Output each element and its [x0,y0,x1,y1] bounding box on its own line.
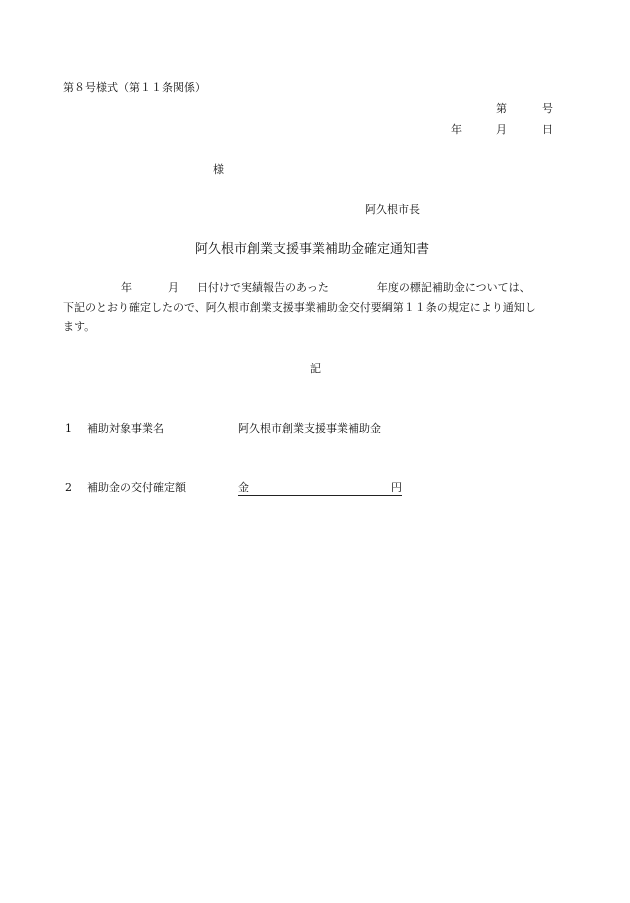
item-1-value: 阿久根市創業支援事業補助金 [238,422,381,435]
body-paragraph [63,278,583,337]
amount-field [238,481,402,496]
body-year-label: 年 [121,281,132,294]
body-day-text: 日付けで実績報告のあった [197,281,329,294]
document-title: 阿久根市創業支援事業補助金確定通知書 [195,242,430,257]
date-year-label: 年 [451,123,462,136]
body-line-1 [63,278,583,298]
date-day-label: 日 [542,123,553,136]
item-2-label: 補助金の交付確定額 [87,481,186,494]
amount-suffix: 円 [391,481,402,494]
document-number-suffix: 号 [542,102,553,115]
body-line-3: ます。 [63,320,96,333]
date-month-label: 月 [496,123,507,136]
form-number: 第８号様式（第１１条関係） [63,81,206,94]
item-1-number: 1 [65,422,72,435]
ki-heading: 記 [310,362,321,375]
addressee-honorific: 様 [213,163,224,176]
item-1-label: 補助対象事業名 [87,422,164,435]
body-fiscal-text: 年度の標記補助金については、 [376,281,531,294]
body-month-label: 月 [168,281,179,294]
sender-name: 阿久根市長 [365,203,420,216]
item-2-number: 2 [65,481,72,494]
amount-prefix: 金 [238,481,249,494]
document-number-prefix: 第 [496,102,507,115]
body-line-2: 下記のとおり確定したので、阿久根市創業支援事業補助金交付要綱第１１条の規定により通知し [63,300,536,314]
